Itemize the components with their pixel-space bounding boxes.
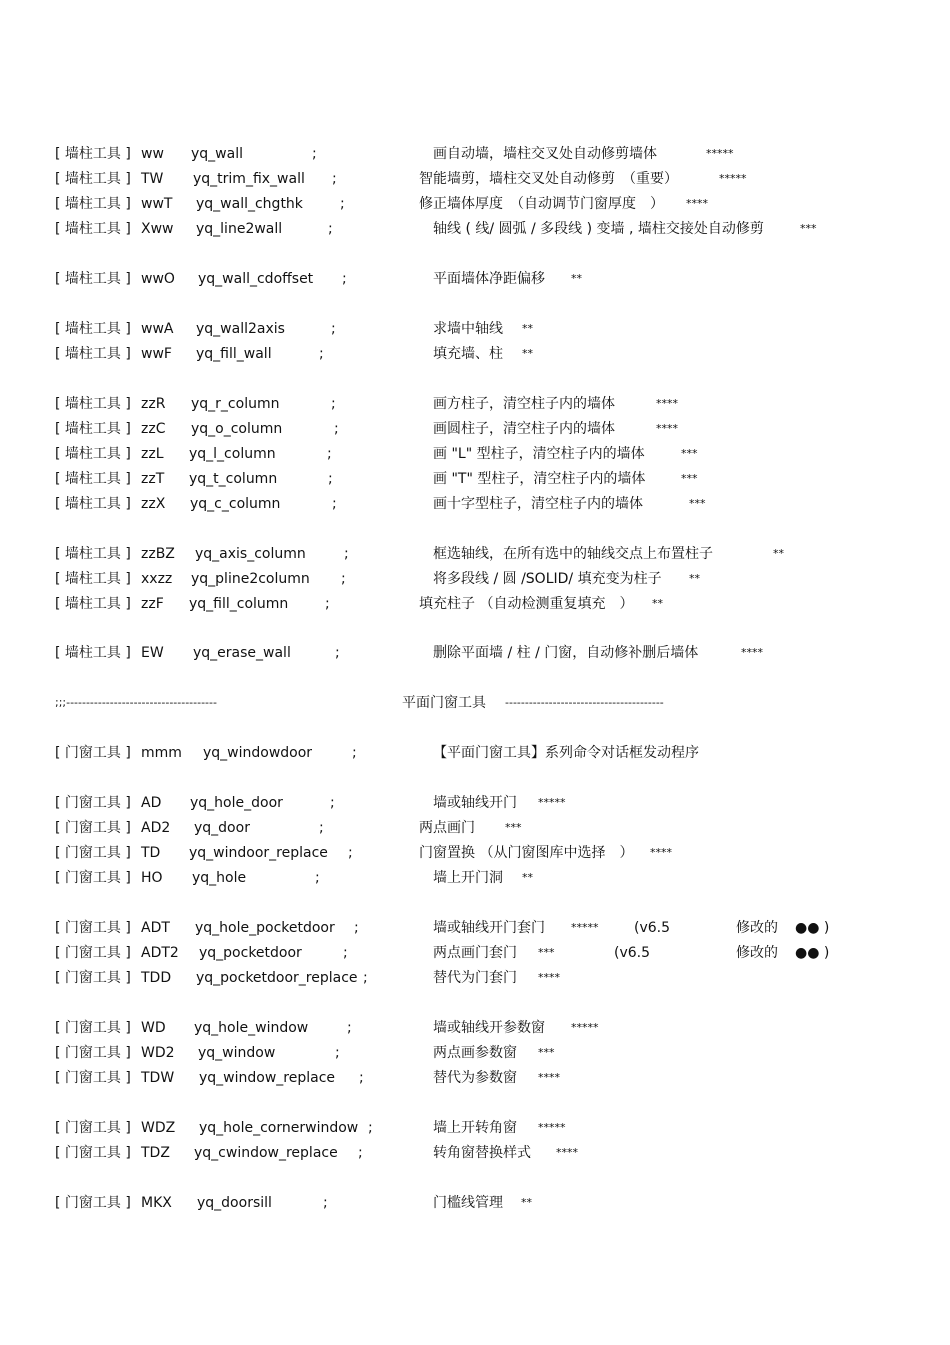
function-name: yq_line2wall [196, 221, 283, 237]
importance-stars: **** [538, 971, 560, 984]
semicolon: ; [332, 496, 337, 512]
semicolon: ; [341, 571, 346, 587]
command-shortcut: zzC [141, 421, 166, 437]
command-row [0, 569, 950, 589]
command-shortcut: WD [141, 1020, 166, 1036]
command-row [0, 219, 950, 239]
tool-category: [ 墙柱工具 ] [55, 471, 131, 487]
command-row [0, 918, 950, 938]
command-row [0, 843, 950, 863]
function-name: yq_cwindow_replace [194, 1145, 338, 1161]
command-shortcut: Xww [141, 221, 174, 237]
semicolon: ; [334, 421, 339, 437]
command-description: 画自动墙，墙柱交叉处自动修剪墙体 [433, 146, 657, 162]
function-name: yq_doorsill [197, 1195, 272, 1211]
command-row [0, 793, 950, 813]
function-name: yq_pocketdoor [199, 945, 302, 961]
command-row [0, 1068, 950, 1088]
tool-category: [ 门窗工具 ] [55, 745, 131, 761]
command-shortcut: EW [141, 645, 164, 661]
command-shortcut: zzF [141, 596, 164, 612]
function-name: yq_fill_wall [196, 346, 272, 362]
command-description: 墙上开转角窗 [433, 1120, 517, 1136]
command-row [0, 1193, 950, 1213]
function-name: yq_axis_column [195, 546, 306, 562]
function-name: yq_windowdoor [203, 745, 313, 761]
importance-stars: *** [681, 447, 698, 460]
modified-mark: ●● ) [795, 920, 830, 936]
command-shortcut: TDW [141, 1070, 175, 1086]
function-name: yq_hole_window [194, 1020, 309, 1036]
tool-category: [ 门窗工具 ] [55, 845, 131, 861]
function-name: yq_fill_column [189, 596, 289, 612]
command-description: 墙上开门洞 [433, 870, 503, 886]
importance-stars: **** [741, 646, 763, 659]
command-shortcut: WDZ [141, 1120, 176, 1136]
function-name: yq_window_replace [199, 1070, 336, 1086]
command-description: 两点画门 [419, 820, 475, 836]
tool-category: [ 门窗工具 ] [55, 1020, 131, 1036]
semicolon: ; [368, 1120, 373, 1136]
command-shortcut: xxzz [141, 571, 173, 587]
importance-stars: **** [686, 197, 708, 210]
command-description: 画方柱子，清空柱子内的墙体 [433, 396, 615, 412]
semicolon: ; [319, 820, 324, 836]
function-name: yq_wall_cdoffset [198, 271, 314, 287]
command-description: 墙或轴线开门套门 [433, 920, 545, 936]
importance-stars: ***** [571, 921, 599, 934]
semicolon: ; [340, 196, 345, 212]
function-name: yq_c_column [190, 496, 281, 512]
function-name: yq_pline2column [191, 571, 310, 587]
semicolon: ; [330, 795, 335, 811]
importance-stars: **** [650, 846, 672, 859]
semicolon: ; [335, 1045, 340, 1061]
semicolon: ; [352, 745, 357, 761]
semicolon: ; [328, 221, 333, 237]
tool-category: [ 门窗工具 ] [55, 820, 131, 836]
function-name: yq_o_column [191, 421, 283, 437]
importance-stars: ** [773, 547, 784, 560]
tool-category: [ 墙柱工具 ] [55, 596, 131, 612]
command-row [0, 419, 950, 439]
command-row [0, 144, 950, 164]
command-description: 画圆柱子，清空柱子内的墙体 [433, 421, 615, 437]
tool-category: [ 门窗工具 ] [55, 795, 131, 811]
importance-stars: ** [522, 347, 533, 360]
command-description: 轴线 ( 线/ 圆弧 / 多段线 ) 变墙 , 墙柱交接处自动修剪 [433, 221, 764, 237]
command-description: 填充柱子 （自动检测重复填充 ） [419, 596, 634, 612]
command-description: 墙或轴线开参数窗 [433, 1020, 545, 1036]
importance-stars: **** [556, 1146, 578, 1159]
command-description: 画 "L" 型柱子，清空柱子内的墙体 [433, 446, 645, 462]
function-name: yq_erase_wall [193, 645, 291, 661]
semicolon: ; [348, 845, 353, 861]
importance-stars: **** [656, 422, 678, 435]
command-row [0, 1018, 950, 1038]
semicolon: ; [327, 446, 332, 462]
importance-stars: ** [522, 871, 533, 884]
tool-category: [ 门窗工具 ] [55, 1045, 131, 1061]
section-separator [0, 693, 950, 713]
semicolon: ; [328, 471, 333, 487]
semicolon: ; [312, 146, 317, 162]
command-description: 两点画参数窗 [433, 1045, 517, 1061]
semicolon: ; [331, 321, 336, 337]
importance-stars: ***** [571, 1021, 599, 1034]
command-description: 门槛线管理 [433, 1195, 503, 1211]
command-description: 智能墙剪，墙柱交叉处自动修剪 （重要） [419, 171, 678, 187]
command-shortcut: TDD [141, 970, 172, 986]
tool-category: [ 墙柱工具 ] [55, 645, 131, 661]
tool-category: [ 墙柱工具 ] [55, 346, 131, 362]
command-row [0, 594, 950, 614]
section-title: 平面门窗工具 [402, 695, 486, 711]
importance-stars: *** [538, 946, 555, 959]
command-shortcut: zzL [141, 446, 164, 462]
importance-stars: ***** [538, 1121, 566, 1134]
command-row [0, 743, 950, 763]
tool-category: [ 门窗工具 ] [55, 1195, 131, 1211]
semicolon: ; [342, 271, 347, 287]
importance-stars: *** [800, 222, 817, 235]
modified-note: 修改的 [736, 920, 778, 936]
separator-left-dashes: ;;;-------------------------------------- [55, 696, 217, 709]
importance-stars: ***** [538, 796, 566, 809]
command-row [0, 968, 950, 988]
importance-stars: ** [571, 272, 582, 285]
function-name: yq_hole_door [190, 795, 283, 811]
command-shortcut: wwA [141, 321, 174, 337]
command-row [0, 868, 950, 888]
command-shortcut: TDZ [141, 1145, 170, 1161]
command-description: 画十字型柱子，清空柱子内的墙体 [433, 496, 643, 512]
semicolon: ; [325, 596, 330, 612]
importance-stars: *** [681, 472, 698, 485]
command-row [0, 444, 950, 464]
command-shortcut: WD2 [141, 1045, 175, 1061]
tool-category: [ 门窗工具 ] [55, 1070, 131, 1086]
command-description: 【平面门窗工具】系列命令对话框发动程序 [433, 745, 699, 761]
command-row [0, 544, 950, 564]
tool-category: [ 门窗工具 ] [55, 970, 131, 986]
command-row [0, 1118, 950, 1138]
semicolon: ; [323, 1195, 328, 1211]
function-name: yq_l_column [189, 446, 276, 462]
command-description: 画 "T" 型柱子，清空柱子内的墙体 [433, 471, 646, 487]
command-description: 两点画门套门 [433, 945, 517, 961]
function-name: yq_pocketdoor_replace [196, 970, 358, 986]
semicolon: ; [354, 920, 359, 936]
version-note: (v6.5 [634, 920, 671, 936]
importance-stars: ** [521, 1196, 532, 1209]
tool-category: [ 墙柱工具 ] [55, 546, 131, 562]
semicolon: ; [319, 346, 324, 362]
tool-category: [ 墙柱工具 ] [55, 321, 131, 337]
tool-category: [ 门窗工具 ] [55, 945, 131, 961]
command-row [0, 818, 950, 838]
command-description: 修正墙体厚度 （自动调节门窗厚度 ） [419, 196, 664, 212]
command-shortcut: TD [141, 845, 161, 861]
semicolon: ; [358, 1145, 363, 1161]
function-name: yq_wall [191, 146, 243, 162]
command-shortcut: TW [141, 171, 164, 187]
command-shortcut: wwF [141, 346, 172, 362]
function-name: yq_t_column [189, 471, 278, 487]
semicolon: ; [315, 870, 320, 886]
command-description: 填充墙、柱 [433, 346, 503, 362]
tool-category: [ 墙柱工具 ] [55, 171, 131, 187]
function-name: yq_hole_pocketdoor [195, 920, 335, 936]
command-shortcut: HO [141, 870, 163, 886]
tool-category: [ 墙柱工具 ] [55, 396, 131, 412]
importance-stars: ***** [719, 172, 747, 185]
command-shortcut: AD [141, 795, 162, 811]
importance-stars: ** [689, 572, 700, 585]
tool-category: [ 墙柱工具 ] [55, 446, 131, 462]
modified-mark: ●● ) [795, 945, 830, 961]
command-description: 墙或轴线开门 [433, 795, 517, 811]
command-shortcut: ADT [141, 920, 170, 936]
semicolon: ; [335, 645, 340, 661]
command-description: 框选轴线，在所有选中的轴线交点上布置柱子 [433, 546, 713, 562]
command-shortcut: wwO [141, 271, 175, 287]
command-shortcut: ADT2 [141, 945, 179, 961]
command-row [0, 194, 950, 214]
command-row [0, 943, 950, 963]
tool-category: [ 墙柱工具 ] [55, 496, 131, 512]
command-row [0, 344, 950, 364]
command-row [0, 169, 950, 189]
command-shortcut: mmm [141, 745, 182, 761]
importance-stars: *** [689, 497, 706, 510]
tool-category: [ 墙柱工具 ] [55, 421, 131, 437]
tool-category: [ 门窗工具 ] [55, 1145, 131, 1161]
importance-stars: ***** [706, 147, 734, 160]
tool-category: [ 墙柱工具 ] [55, 221, 131, 237]
semicolon: ; [363, 970, 368, 986]
function-name: yq_windoor_replace [189, 845, 328, 861]
semicolon: ; [332, 171, 337, 187]
command-description: 将多段线 / 圆 /SOLID/ 填充变为柱子 [433, 571, 662, 587]
tool-category: [ 墙柱工具 ] [55, 196, 131, 212]
function-name: yq_wall_chgthk [196, 196, 303, 212]
semicolon: ; [343, 945, 348, 961]
semicolon: ; [347, 1020, 352, 1036]
modified-note: 修改的 [736, 945, 778, 961]
command-shortcut: zzT [141, 471, 165, 487]
command-row [0, 394, 950, 414]
tool-category: [ 墙柱工具 ] [55, 146, 131, 162]
importance-stars: **** [538, 1071, 560, 1084]
tool-category: [ 墙柱工具 ] [55, 271, 131, 287]
command-description: 求墙中轴线 [433, 321, 503, 337]
command-shortcut: AD2 [141, 820, 171, 836]
tool-category: [ 门窗工具 ] [55, 870, 131, 886]
command-shortcut: ww [141, 146, 164, 162]
tool-category: [ 门窗工具 ] [55, 1120, 131, 1136]
importance-stars: ** [652, 597, 663, 610]
command-shortcut: MKX [141, 1195, 172, 1211]
function-name: yq_wall2axis [196, 321, 285, 337]
command-description: 删除平面墙 / 柱 / 门窗，自动修补删后墙体 [433, 645, 699, 661]
command-row [0, 643, 950, 663]
command-shortcut: zzBZ [141, 546, 175, 562]
command-description: 门窗置换 （从门窗图库中选择 ） [419, 845, 634, 861]
importance-stars: *** [538, 1046, 555, 1059]
command-description: 替代为门套门 [433, 970, 517, 986]
importance-stars: *** [505, 821, 522, 834]
semicolon: ; [344, 546, 349, 562]
function-name: yq_door [194, 820, 250, 836]
tool-category: [ 墙柱工具 ] [55, 571, 131, 587]
command-row [0, 319, 950, 339]
semicolon: ; [331, 396, 336, 412]
function-name: yq_hole_cornerwindow [199, 1120, 359, 1136]
command-shortcut: zzX [141, 496, 166, 512]
function-name: yq_r_column [191, 396, 280, 412]
command-shortcut: wwT [141, 196, 173, 212]
semicolon: ; [359, 1070, 364, 1086]
command-row [0, 494, 950, 514]
command-description: 替代为参数窗 [433, 1070, 517, 1086]
separator-right-dashes: ---------------------------------------- [505, 696, 664, 709]
function-name: yq_window [198, 1045, 276, 1061]
command-row [0, 1143, 950, 1163]
tool-category: [ 门窗工具 ] [55, 920, 131, 936]
importance-stars: ** [522, 322, 533, 335]
command-description: 转角窗替换样式 [433, 1145, 531, 1161]
importance-stars: **** [656, 397, 678, 410]
command-description: 平面墙体净距偏移 [433, 271, 545, 287]
command-shortcut: zzR [141, 396, 166, 412]
version-note: (v6.5 [614, 945, 651, 961]
command-row [0, 1043, 950, 1063]
command-row [0, 269, 950, 289]
function-name: yq_trim_fix_wall [193, 171, 305, 187]
function-name: yq_hole [192, 870, 247, 886]
command-row [0, 469, 950, 489]
